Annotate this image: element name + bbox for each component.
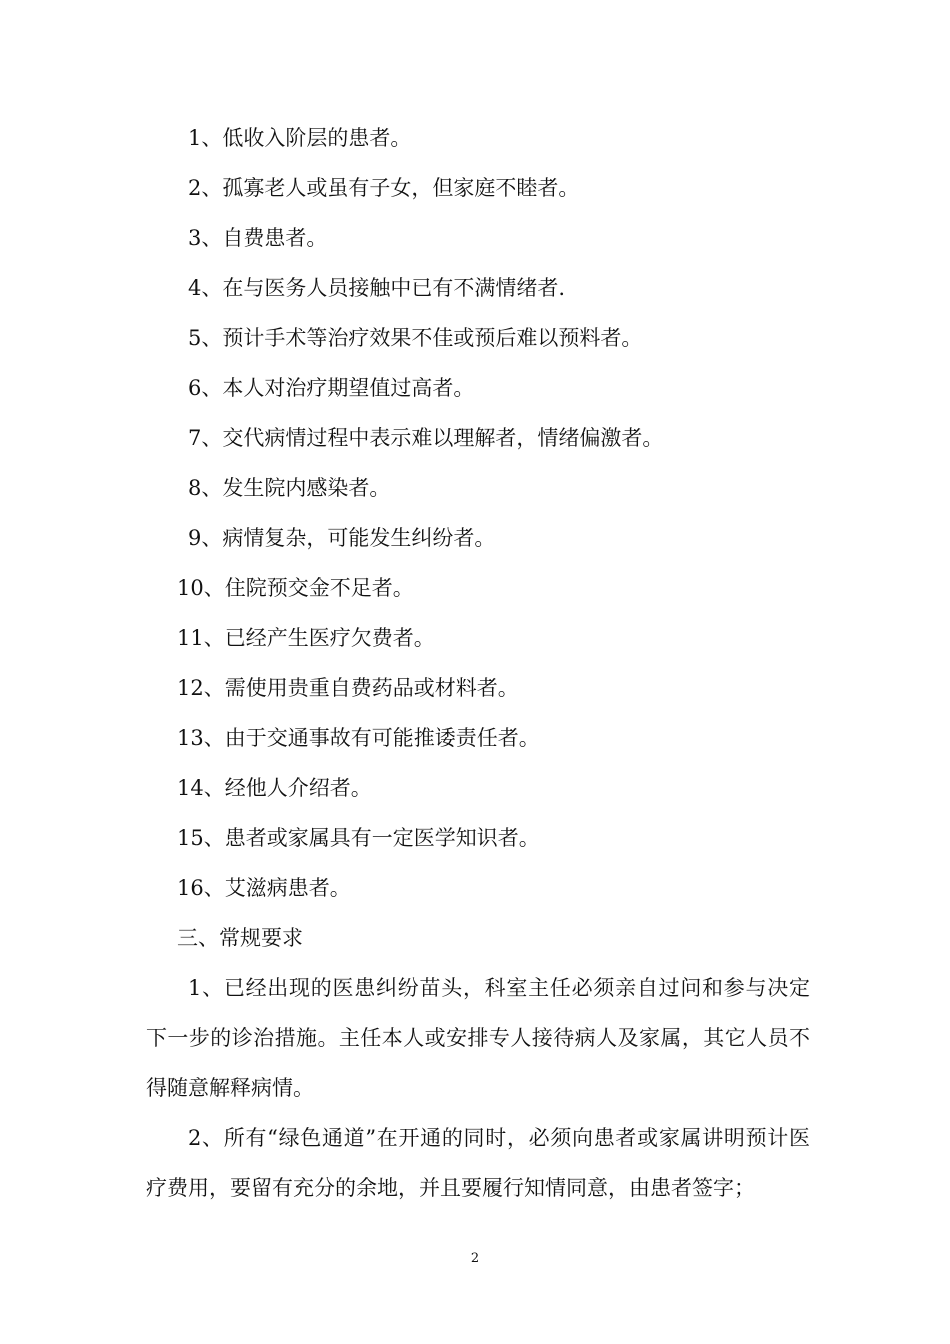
list-item: 14、经他人介绍者。 (177, 776, 372, 800)
list-item: 15、患者或家属具有一定医学知识者。 (177, 826, 540, 850)
list-item: 12、需使用贵重自费药品或材料者。 (177, 676, 519, 700)
list-item: 4、在与医务人员接触中已有不满情绪者. (188, 276, 566, 300)
list-item: 10、住院预交金不足者。 (177, 576, 414, 600)
paragraph-1: 1、已经出现的医患纠纷苗头，科室主任必须亲自过问和参与决定下一步的诊治措施。主任本人或安排专人接待病人及家属，其它人员不得随意解释病情。 (146, 976, 810, 1100)
document-body (146, 113, 810, 1213)
list-item: 1、低收入阶层的患者。 (188, 126, 412, 150)
list-item: 2、孤寡老人或虽有子女，但家庭不睦者。 (188, 176, 580, 200)
paragraph-2: 2、所有“绿色通道”在开通的同时，必须向患者或家属讲明预计医疗费用，要留有充分的余地，并且要履行知情同意，由患者签字； (146, 1126, 810, 1200)
list-item: 16、艾滋病患者。 (177, 876, 351, 900)
list-item: 11、已经产生医疗欠费者。 (177, 626, 435, 650)
list-item: 5、预计手术等治疗效果不佳或预后难以预料者。 (188, 326, 643, 350)
list-item: 8、发生院内感染者。 (188, 476, 391, 500)
list-item: 3、自费患者。 (188, 226, 328, 250)
list-item: 7、交代病情过程中表示难以理解者，情绪偏激者。 (188, 426, 664, 450)
list-item: 13、由于交通事故有可能推诿责任者。 (177, 726, 540, 750)
list-item: 6、本人对治疗期望值过高者。 (188, 376, 475, 400)
list-item: 9、病情复杂，可能发生纠纷者。 (188, 526, 496, 550)
section-heading: 三、常规要求 (177, 926, 303, 950)
page-number: 2 (470, 1251, 480, 1266)
